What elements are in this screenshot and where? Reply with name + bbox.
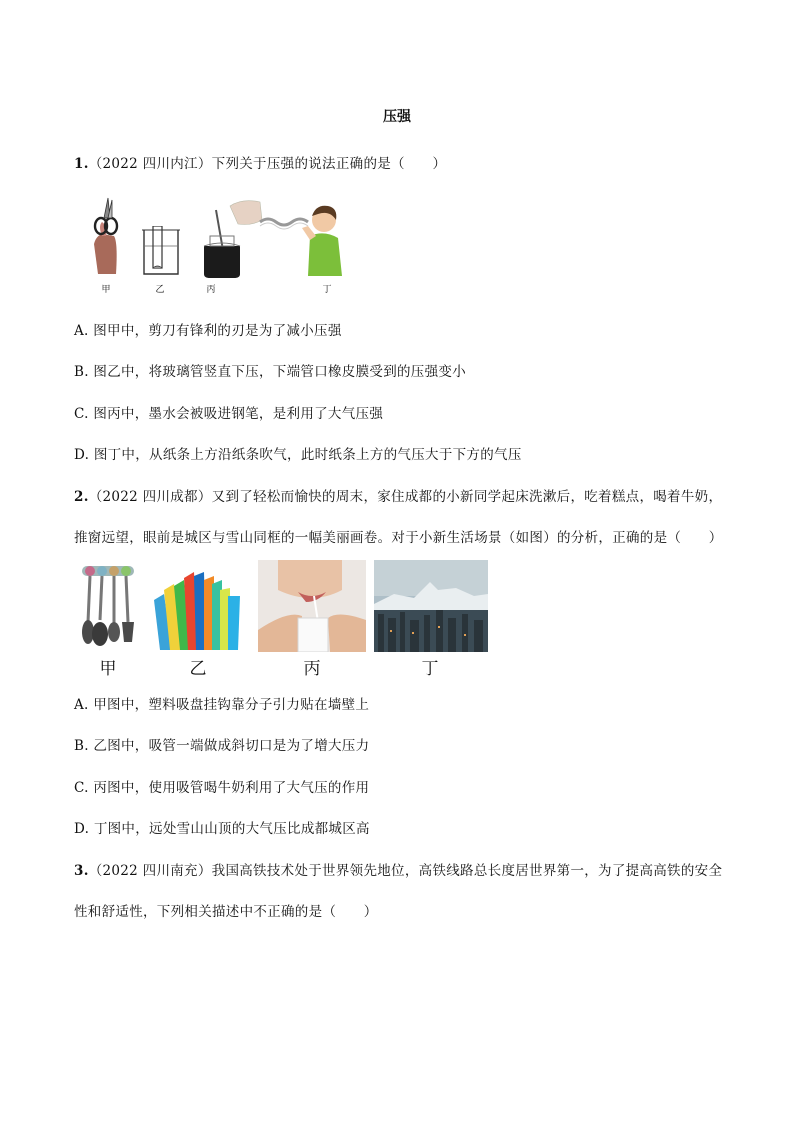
question-2-number: 2. [74,489,89,505]
question-3-stem-line-1: （2022 四川南充）我国高铁技术处于世界领先地位，高铁线路总长度居世界第一，为了提高高铁的安全 [88,863,723,879]
snow-mountain-city-photo-icon [374,560,488,652]
question-2-option-b: B. 乙图中，吸管一端做成斜切口是为了增大压力 [74,738,370,754]
question-1-figure [74,196,374,296]
q2-label-ding: 丁 [421,659,439,679]
drinking-milk-photo-icon [258,560,366,652]
question-1-option-a: A. 图甲中，剪刀有锋利的刃是为了减小压强 [74,323,342,339]
question-2-option-c: C. 丙图中，使用吸管喝牛奶利用了大气压的作用 [74,780,370,796]
question-1-option-c: C. 图丙中，墨水会被吸进钢笔，是利用了大气压强 [74,406,384,422]
suction-hook-utensils-icon [78,562,138,650]
question-2-figure [74,560,494,679]
scissors-icon [88,196,124,274]
question-2-option-d: D. 丁图中，远处雪山山顶的大气压比成都城区高 [74,821,370,837]
page-title: 压强 [383,109,411,125]
q1-label-ding: 丁 [322,285,332,295]
question-1-option-b: B. 图乙中，将玻璃管竖直下压，下端管口橡皮膜受到的压强变小 [74,364,467,380]
q1-label-jia: 甲 [101,285,111,295]
question-2-stem [74,485,722,505]
question-3-stem-line-2: 性和舒适性，下列相关描述中不正确的是（ ） [74,904,378,920]
question-1-option-d: D. 图丁中，从纸条上方沿纸条吹气，此时纸条上方的气压大于下方的气压 [74,447,522,463]
boy-blowing-paper-icon [258,202,344,276]
fountain-pen-ink-bottle-icon [194,196,264,280]
q2-label-jia: 甲 [99,659,117,679]
question-3-number: 3. [74,863,89,879]
question-1-stem [74,152,446,172]
question-3-stem [74,859,722,879]
question-1-stem-line-1: （2022 四川内江）下列关于压强的说法正确的是（ ） [88,156,447,172]
question-1-number: 1. [74,156,89,172]
glass-tube-beaker-icon [140,226,182,276]
q2-label-bing: 丙 [303,659,321,679]
question-2-stem-line-1: （2022 四川成都）又到了轻松而愉快的周末，家住成都的小新同学起床洗漱后，吃着糕点，喝着牛奶， [88,489,723,505]
question-2-option-a: A. 甲图中，塑料吸盘挂钩靠分子引力贴在墙壁上 [74,697,370,713]
q2-label-yi: 乙 [189,659,207,679]
q1-label-yi: 乙 [155,285,165,295]
q1-label-bing: 丙 [206,285,216,295]
drinking-straws-icon [152,570,244,652]
question-2-stem-line-2: 推窗远望，眼前是城区与雪山同框的一幅美丽画卷。对于小新生活场景（如图）的分析，正确的是（ ） [74,530,723,546]
